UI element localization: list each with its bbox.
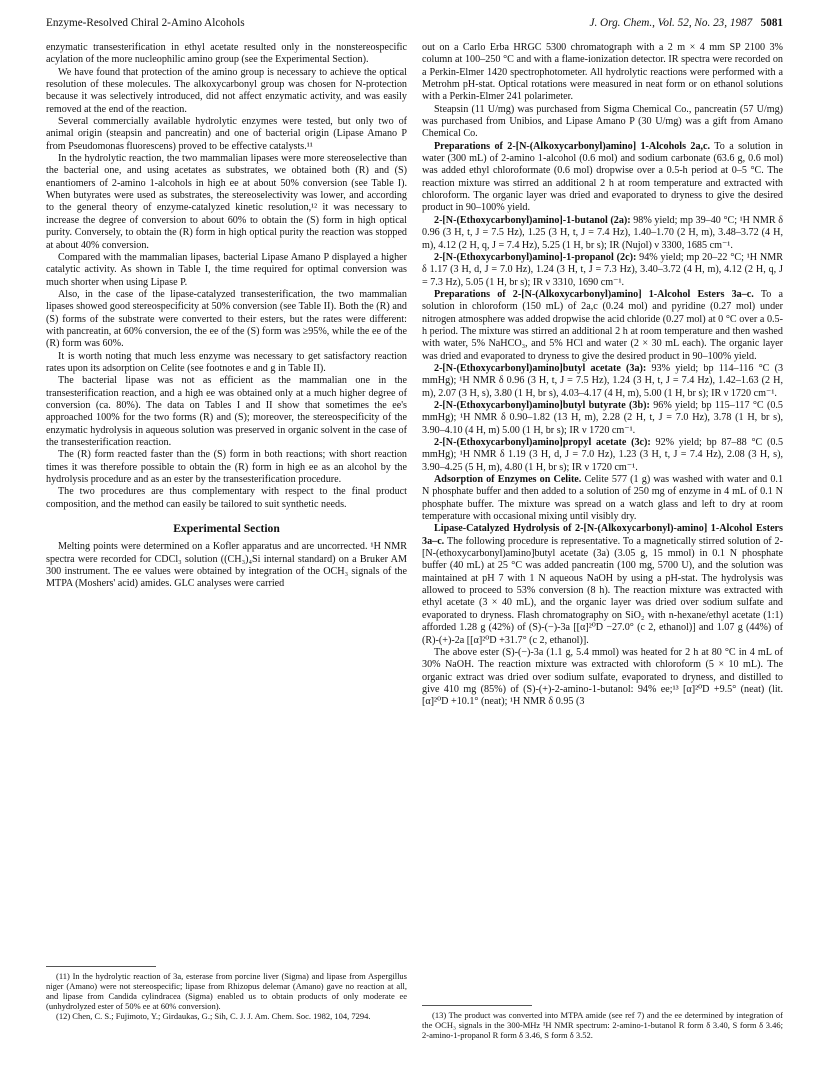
page-number: 5081	[760, 17, 783, 29]
paragraph	[422, 289, 783, 363]
section-heading: Experimental Section	[173, 522, 280, 536]
paragraph-text: The following procedure is representative. To a magnetically stirred solution of 2-[N-(ethoxycarbonyl)amino]butyl acetate (3a) (3.05 g, 15 mmol) in 0.1 N phosphate buffer (40 mL) at 25 °C was added pancreatin (100 mg, 5700 U), and the solution was maintained at pH 7 with 1 N aqueous NaOH by using a pH-stat. The hydrolysis was allowed to proceed to 53% conversion (8 h). The reaction mixture was extracted with ethyl acetate (3 × 40 mL), and the organic layer was dried over sodium sulfate and evaporated to dryness. Flash chromatography on SiO₂ with n-hexane/ethyl acetate (1:1) afforded 1.28 g (42%) of (S)-(−)-3a [[α]²⁰D −27.0° (c 2, ethanol)] and 1.07 g (44%) of (R)-(+)-2a [[α]²⁰D +31.7° (c 2, ethanol)].	[422, 535, 783, 646]
paragraph: The bacterial lipase was not as efficient as the mammalian one in the transesterification reaction, and a high ee was obtained only at a much higher degree of conversion (ca. 80%). The data on Tables I and II show that sometimes the ee's approached 100% for the two forms (R) and (S); moreover, the stereospecificity of the enzymatic hydrolysis in aqueous solution was preserved in organic solvent in the case of the transesterification reaction.	[46, 375, 407, 448]
paragraph	[422, 363, 783, 400]
paragraph-text: To a solution in chloroform (150 mL) of 2a,c (0.24 mol) and pyridine (0.27 mol) under nitrogen atmosphere was added dropwise the acid chloride (0.27 mol) at 0 °C over a 0.5-h period. The mixture was stirred an additional 2 h at room temperature and then washed with water, 5% NaHCO₃, and 5% HCl and water (2 × 30 mL each). The organic layer was dried and evaporated to dryness to give the desired product in 90–100% yield.	[422, 288, 783, 362]
paragraph-title: Preparations of 2-[N-(Alkoxycarbonyl)amino] 1-Alcohols 2a,c.	[434, 140, 711, 152]
paragraph: In the hydrolytic reaction, the two mammalian lipases were more stereoselective than the bacterial one, and using acetates as substrates, we obtained both (R) and (S) enantiomers of 2-amino 1-alcohols in high ee at about 50% conversion (see Table I). When butyrates were used as substrates, the stereoselectivity was lower, and according to the general theory of enzyme-catalyzed kinetic resolution,¹² it was necessary to increase the degree of conversion to about 60% to obtain the (S) form in high optical purity. Conversely, to obtain the (R) form in high optical purity the reaction was stopped at about 40% conversion.	[46, 153, 407, 251]
paragraph-title: Lipase-Catalyzed Hydrolysis of 2-[N-(Alkoxycarbonyl)-amino] 1-Alcohol Esters 3a–c.	[422, 523, 783, 547]
paragraph: We have found that protection of the amino group is necessary to achieve the optical resolution of these molecules. The alkoxycarbonyl group was chosen for N-protection because it was selectively introduced, did not affect enzymatic activity, and was easily removed at the end of the reaction.	[46, 66, 407, 115]
compound-title: 2-[N-(Ethoxycarbonyl)amino]-1-butanol (2a):	[434, 214, 631, 226]
paragraph: The above ester (S)-(−)-3a (1.1 g, 5.4 mmol) was heated for 2 h at 80 °C in 4 mL of 30% NaOH. The reaction mixture was extracted with chloroform (5 × 10 mL). The organic extract was dried over sodium sulfate, evaporated to dryness, and distilled to give 410 mg (85%) of (S)-(+)-2-amino-1-butanol: 94% ee;¹³ [α]²⁰D +9.5° (neat) (lit. [α]²⁰D +10.1° (neat); ¹H NMR δ 0.95 (3	[422, 646, 783, 708]
footnote-11: (11) In the hydrolytic reaction of 3a, esterase from porcine liver (Sigma) and lipase from Aspergillus niger (Amano) were not stereospecific; lipase from Rhizopus delemar (Amano) gave no reaction at all, and lipase from Candida cylindracea (Sigma) enabled us to obtain products of only moderate ee (unhydrolyzed ester of 50% ee at 60% conversion).	[46, 971, 407, 1012]
paragraph-text: To a solution in water (300 mL) of 2-amino 1-alcohol (0.6 mol) and sodium carbonate (63.6 g, 0.6 mol) was added ethyl chloroformate (0.6 mol) dropwise over a 0.5-h period at 0–5 °C. The reaction mixture was stirred an additional 2 h at room temperature and extracted with chloroform. The organic layer was dried and evaporated to dryness to give the desired product in 90–100% yield.	[422, 140, 783, 214]
paragraph	[422, 474, 783, 523]
paragraph-title: Preparations of 2-[N-(Alkoxycarbonyl)amino] 1-Alcohol Esters 3a–c.	[434, 288, 754, 300]
running-header	[46, 17, 783, 33]
paragraph: It is worth noting that much less enzyme was necessary to get satisfactory reaction rates upon its adsorption on Celite (see footnotes e and g in Table II).	[46, 350, 407, 374]
footnote-rule	[46, 966, 156, 967]
paragraph	[422, 400, 783, 437]
footnote-13: (13) The product was converted into MTPA amide (see ref 7) and the ee determined by integration of the OCH₃ signals in the 300-MHz ¹H NMR spectrum: 2-amino-1-butanol R form δ 3.40, S form δ 3.46; 2-amino-1-propanol R form δ 3.46, S form δ 3.52.	[422, 1010, 783, 1041]
footnotes-left	[46, 966, 407, 1021]
footnote-12: (12) Chen, C. S.; Fujimoto, Y.; Girdaukas, G.; Sih, C. J. J. Am. Chem. Soc. 1982, 104, 7294.	[56, 1011, 371, 1022]
compound-title: 2-[N-(Ethoxycarbonyl)amino]-1-propanol (2c):	[434, 251, 637, 263]
running-title: Enzyme-Resolved Chiral 2-Amino Alcohols	[46, 17, 245, 29]
paragraph: Compared with the mammalian lipases, bacterial Lipase Amano P displayed a higher catalytic activity. As shown in Table I, the time required for optimal conversion was much shorter when using Lipase P.	[46, 251, 407, 288]
paragraph-text: 93% yield; bp 114–116 °C (3 mmHg); ¹H NMR δ 0.96 (3 H, t, J = 7.5 Hz), 1.24 (3 H, t, J = 7.4 Hz), 1.42–1.63 (2 H, m), 2.07 (3 H, s), 3.80 (1 H, br s), 4.03–4.17 (4 H, m), 5.00 (1 H, br s); IR ν 1720 cm⁻¹.	[422, 362, 784, 399]
paragraph: Several commercially available hydrolytic enzymes were tested, but only two of animal origin (steapsin and pancreatin) and one of bacterial origin (Lipase Amano P from Pseudomonas fluorescens) proved to be effective catalysts.¹¹	[46, 116, 407, 152]
paragraph: The two procedures are thus complementary with respect to the final product composition, and the method can easily be tailored to suit synthetic needs.	[46, 486, 407, 510]
compound-title: 2-[N-(Ethoxycarbonyl)amino]butyl acetate (3a):	[434, 362, 647, 374]
paragraph	[422, 252, 783, 289]
footnotes-right	[422, 1005, 783, 1040]
left-column	[46, 42, 407, 591]
paragraph	[422, 215, 783, 252]
paragraph: The (R) form reacted faster than the (S) form in both reactions; with short reaction times it was therefore possible to obtain the (R) form in high ee as an alcohol by the hydrolysis procedure and as an ester by the transesterification procedure.	[46, 449, 407, 486]
paragraph-text: Celite 577 (1 g) was washed with water and 0.1 N phosphate buffer and then added to a solution of 250 mg of enzyme in 4 mL of 0.1 N phosphate buffer. The mixture was spread on a watch glass and left to dry at room temperature with occasional mixing until visibly dry.	[422, 474, 784, 523]
paragraph-text: 92% yield; bp 87–88 °C (0.5 mmHg); ¹H NMR δ 1.19 (3 H, d, J = 7.0 Hz), 1.23 (3 H, t, J = 7.4 Hz), 2.08 (3 H, s), 3.90–4.25 (5 H, m), 4.80 (1 H, br s); IR ν 1720 cm⁻¹.	[422, 437, 784, 473]
paragraph	[422, 437, 783, 474]
paragraph: Also, in the case of the lipase-catalyzed transesterification, the two mammalian lipases showed good stereospecificity at 50% conversion (see Table II). Both the (R) and (S) forms of the substrate were converted to their esters, but the rates were different: with pancreatin, at 60% conversion, the ee of the (S) form was ≥95%, while the ee of the (R) form was 60%.	[46, 288, 407, 350]
paragraph: out on a Carlo Erba HRGC 5300 chromatograph with a 2 m × 4 mm SP 2100 3% column at 100–250 °C and with a flame-ionization detector. IR spectra were recorded on a Perkin-Elmer 1420 spectrophotometer. All hydrolytic reactions were performed with a Metrohm pH-stat. Optical rotations were measured in neat form or on ethanol solutions with a Perkin-Elmer 241 polarimeter.	[422, 42, 783, 103]
paragraph: enzymatic transesterification in ethyl acetate resulted only in the nonstereospecific acylation of the more nucleophilic amino group (see the Experimental Section).	[46, 42, 407, 66]
paragraph: Steapsin (11 U/mg) was purchased from Sigma Chemical Co., pancreatin (57 U/mg) was purchased from Unibios, and Lipase Amano P (30 U/mg) was a gift from Amano Chemical Co.	[422, 103, 783, 140]
paragraph-text: 98% yield; mp 39–40 °C; ¹H NMR δ 0.96 (3 H, t, J = 7.5 Hz), 1.25 (3 H, t, J = 7.4 Hz), 1.40–1.70 (2 H, m), 3.48–3.72 (4 H, m), 4.12 (2 H, q, J = 7.4 Hz), 5.25 (1 H, br s); IR (Nujol) ν 3300, 1685 cm⁻¹.	[422, 214, 783, 251]
compound-title: 2-[N-(Ethoxycarbonyl)amino]propyl acetate (3c):	[434, 437, 651, 448]
paragraph	[422, 523, 783, 646]
journal-citation	[590, 17, 784, 29]
paragraph-text: 94% yield; mp 20–22 °C; ¹H NMR δ 1.17 (3 H, d, J = 7.0 Hz), 1.24 (3 H, t, J = 7.3 Hz), 3.40–3.72 (4 H, m), 4.12 (2 H, q, J = 7.3 Hz), 5.05 (1 H, br s); IR ν 3310, 1690 cm⁻¹.	[422, 251, 783, 288]
footnote-rule	[422, 1005, 532, 1006]
compound-title: 2-[N-(Ethoxycarbonyl)amino]butyl butyrate (3b):	[434, 399, 650, 411]
paragraph-title: Adsorption of Enzymes on Celite.	[434, 474, 582, 486]
paragraph-text: 96% yield; bp 115–117 °C (0.5 mmHg); ¹H NMR δ 0.90–1.82 (13 H, m), 2.28 (2 H, t, J = 7.0 Hz), 3.78 (1 H, br s), 3.90–4.10 (4 H, m) 5.00 (1 H, br s); IR ν 1720 cm⁻¹.	[422, 399, 783, 436]
right-column	[422, 42, 783, 709]
journal-name: J. Org. Chem., Vol. 52, No. 23, 1987	[589, 17, 753, 29]
paragraph	[422, 141, 783, 215]
paragraph: Melting points were determined on a Kofler apparatus and are uncorrected. ¹H NMR spectra were recorded for CDCl₃ solution ((CH₃)₄Si internal standard) on a Bruker AM 300 instrument. The ee values were obtained by integration of the OCH₃ signals of the MTPA (Moshers' acid) amides. GLC analyses were carried	[46, 541, 407, 590]
